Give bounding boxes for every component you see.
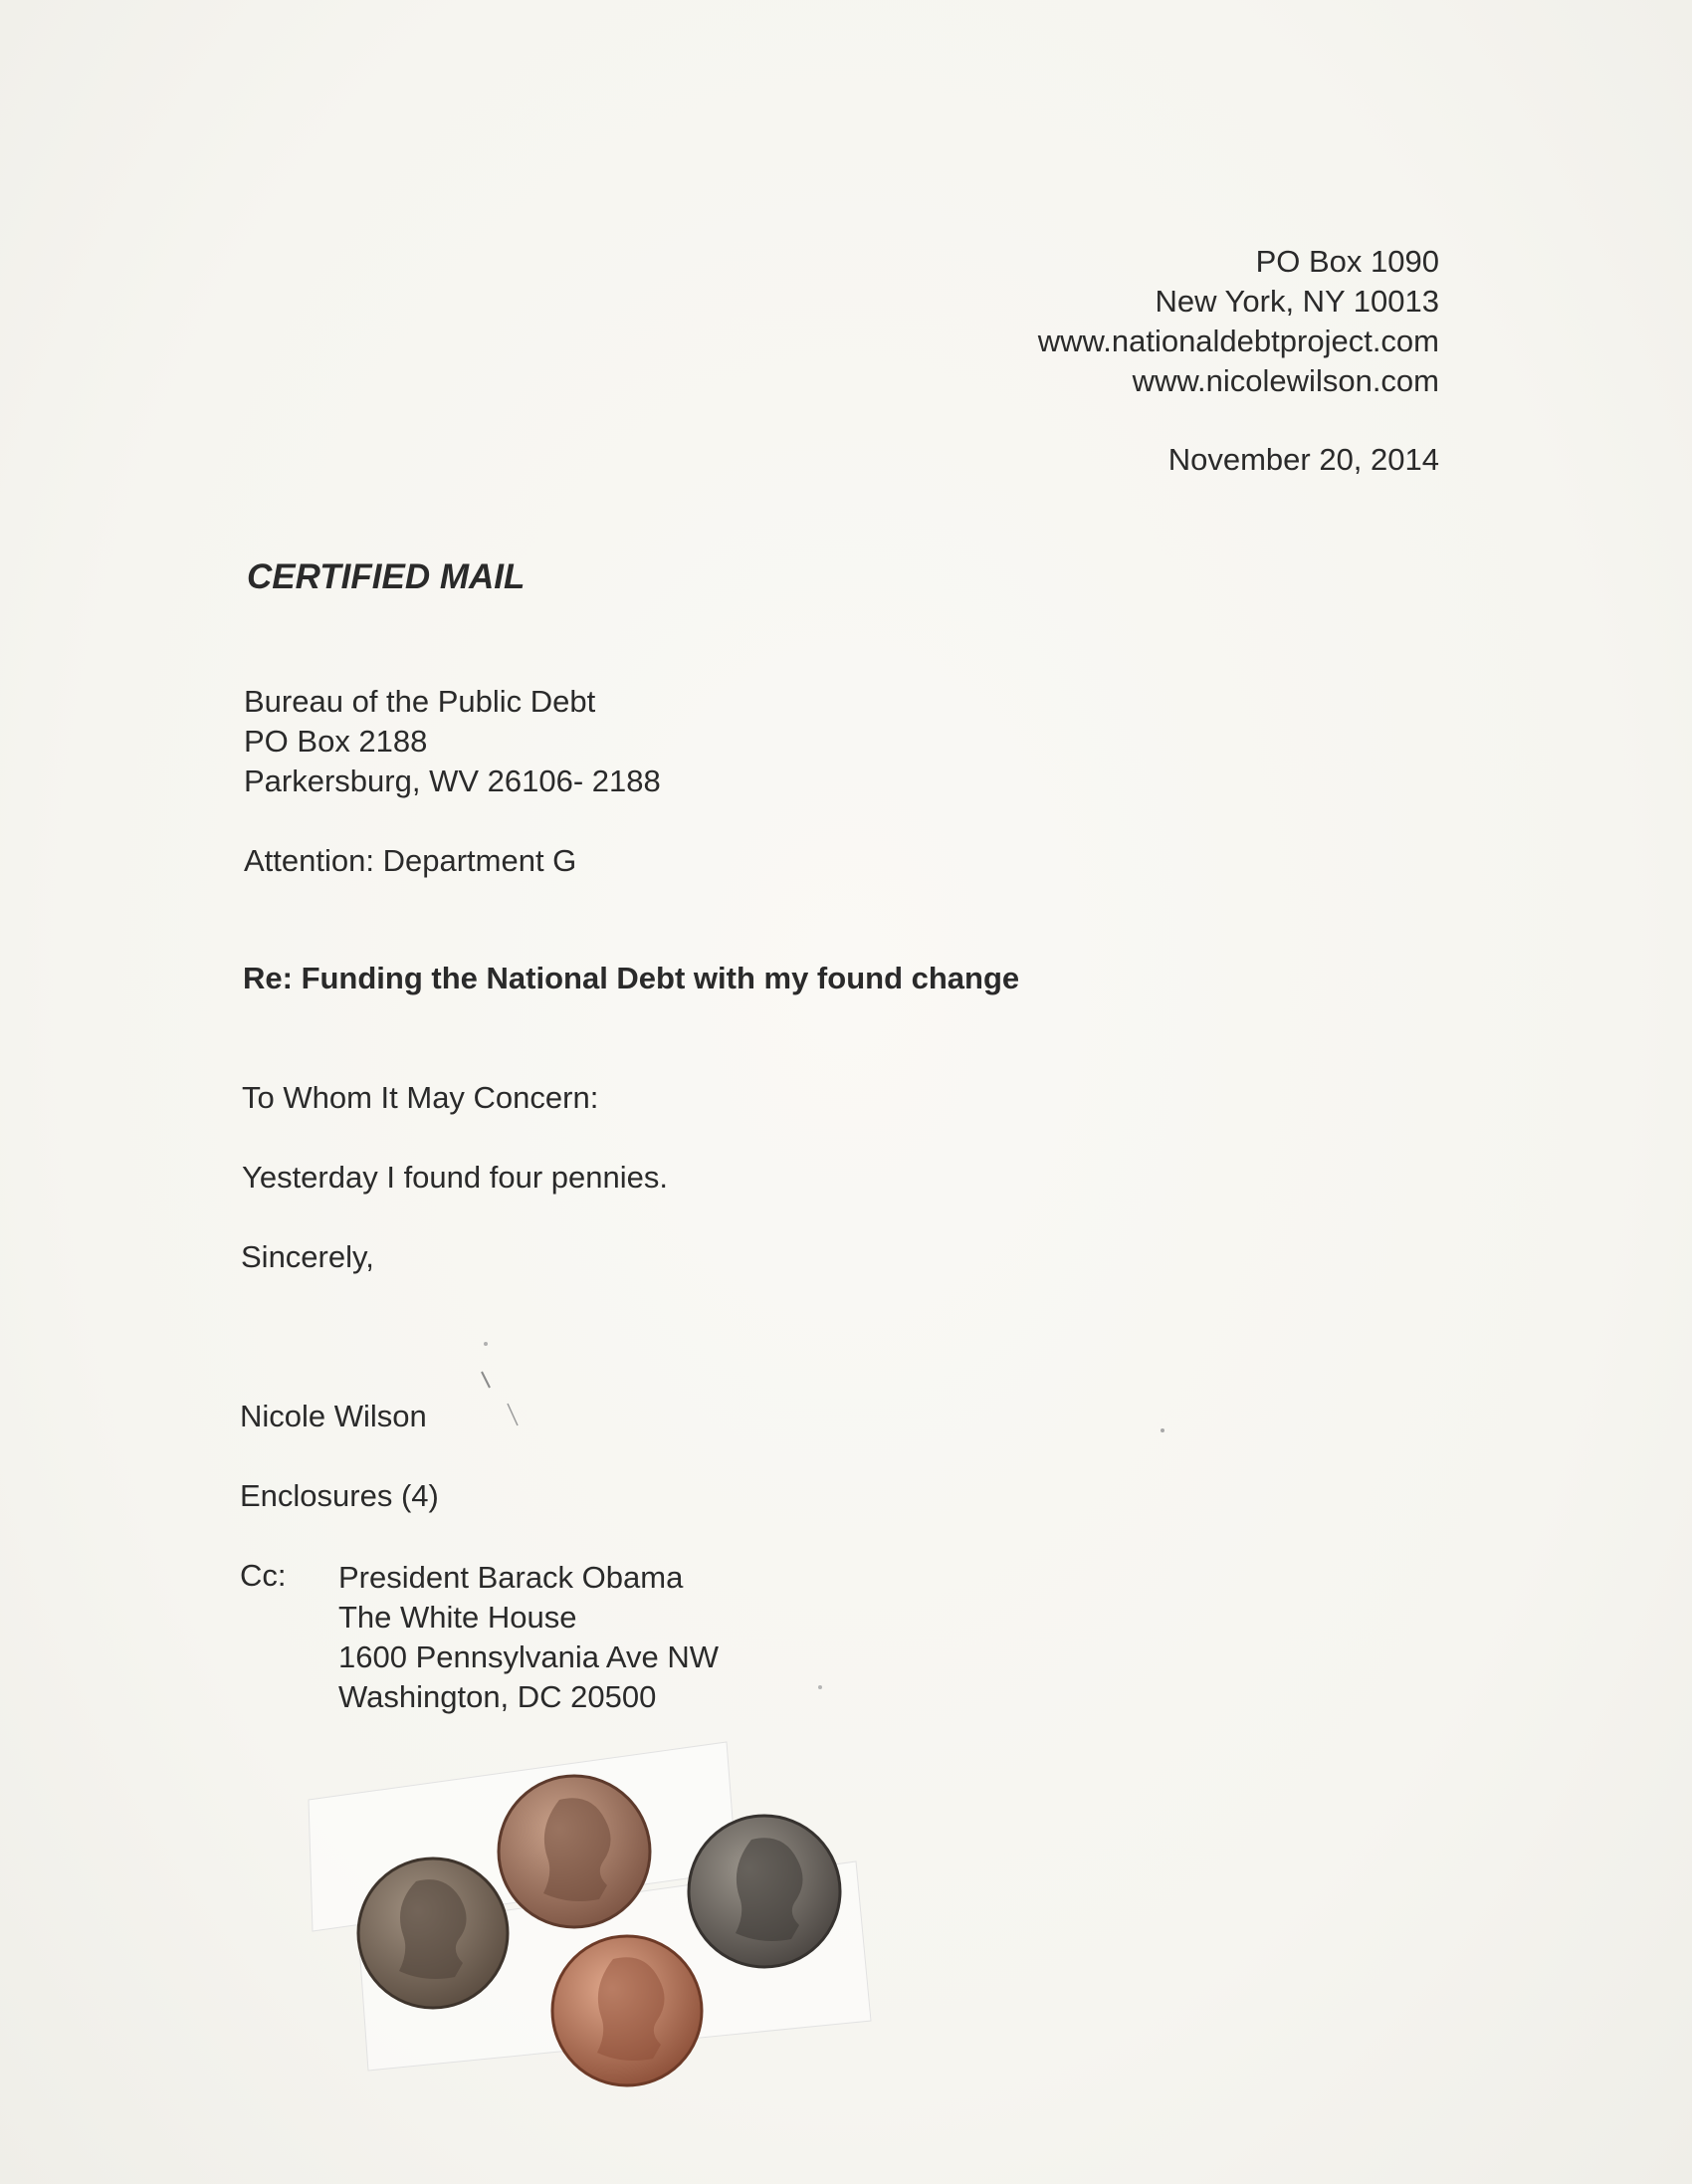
enclosed-pennies <box>299 1722 896 2120</box>
cc-street: 1600 Pennsylvania Ave NW <box>338 1639 719 1674</box>
sender-po-box: PO Box 1090 <box>1255 244 1439 279</box>
certified-mail-heading: CERTIFIED MAIL <box>247 557 526 596</box>
sender-city-state-zip: New York, NY 10013 <box>1155 284 1439 319</box>
penny-3 <box>689 1816 840 1967</box>
recipient-name: Bureau of the Public Debt <box>244 684 596 719</box>
subject-line: Re: Funding the National Debt with my found change <box>243 961 1020 995</box>
attention-line: Attention: Department G <box>244 843 577 878</box>
sender-website-nicole-wilson: www.nicolewilson.com <box>1132 363 1439 398</box>
recipient-po-box: PO Box 2188 <box>244 724 428 759</box>
letter-body: Yesterday I found four pennies. <box>242 1160 668 1195</box>
letter-date: November 20, 2014 <box>1167 442 1439 477</box>
scan-speck <box>482 1372 490 1388</box>
cc-organization: The White House <box>338 1600 577 1635</box>
cc-label: Cc: <box>240 1558 287 1593</box>
sender-website-national-debt-project: www.nationaldebtproject.com <box>1037 324 1439 358</box>
recipient-city-state-zip: Parkersburg, WV 26106- 2188 <box>244 764 661 798</box>
cc-name: President Barack Obama <box>338 1560 684 1595</box>
scan-speck <box>1161 1428 1164 1432</box>
penny-4 <box>552 1936 702 2085</box>
scan-speck <box>484 1342 488 1346</box>
signer-name: Nicole Wilson <box>240 1399 427 1433</box>
penny-2 <box>499 1776 650 1927</box>
scan-speck <box>818 1685 822 1689</box>
penny-1 <box>358 1858 508 2008</box>
enclosures-line: Enclosures (4) <box>240 1478 439 1513</box>
closing: Sincerely, <box>241 1239 374 1274</box>
salutation: To Whom It May Concern: <box>242 1080 599 1115</box>
scan-speck <box>508 1404 518 1425</box>
cc-city-state-zip: Washington, DC 20500 <box>338 1679 657 1714</box>
